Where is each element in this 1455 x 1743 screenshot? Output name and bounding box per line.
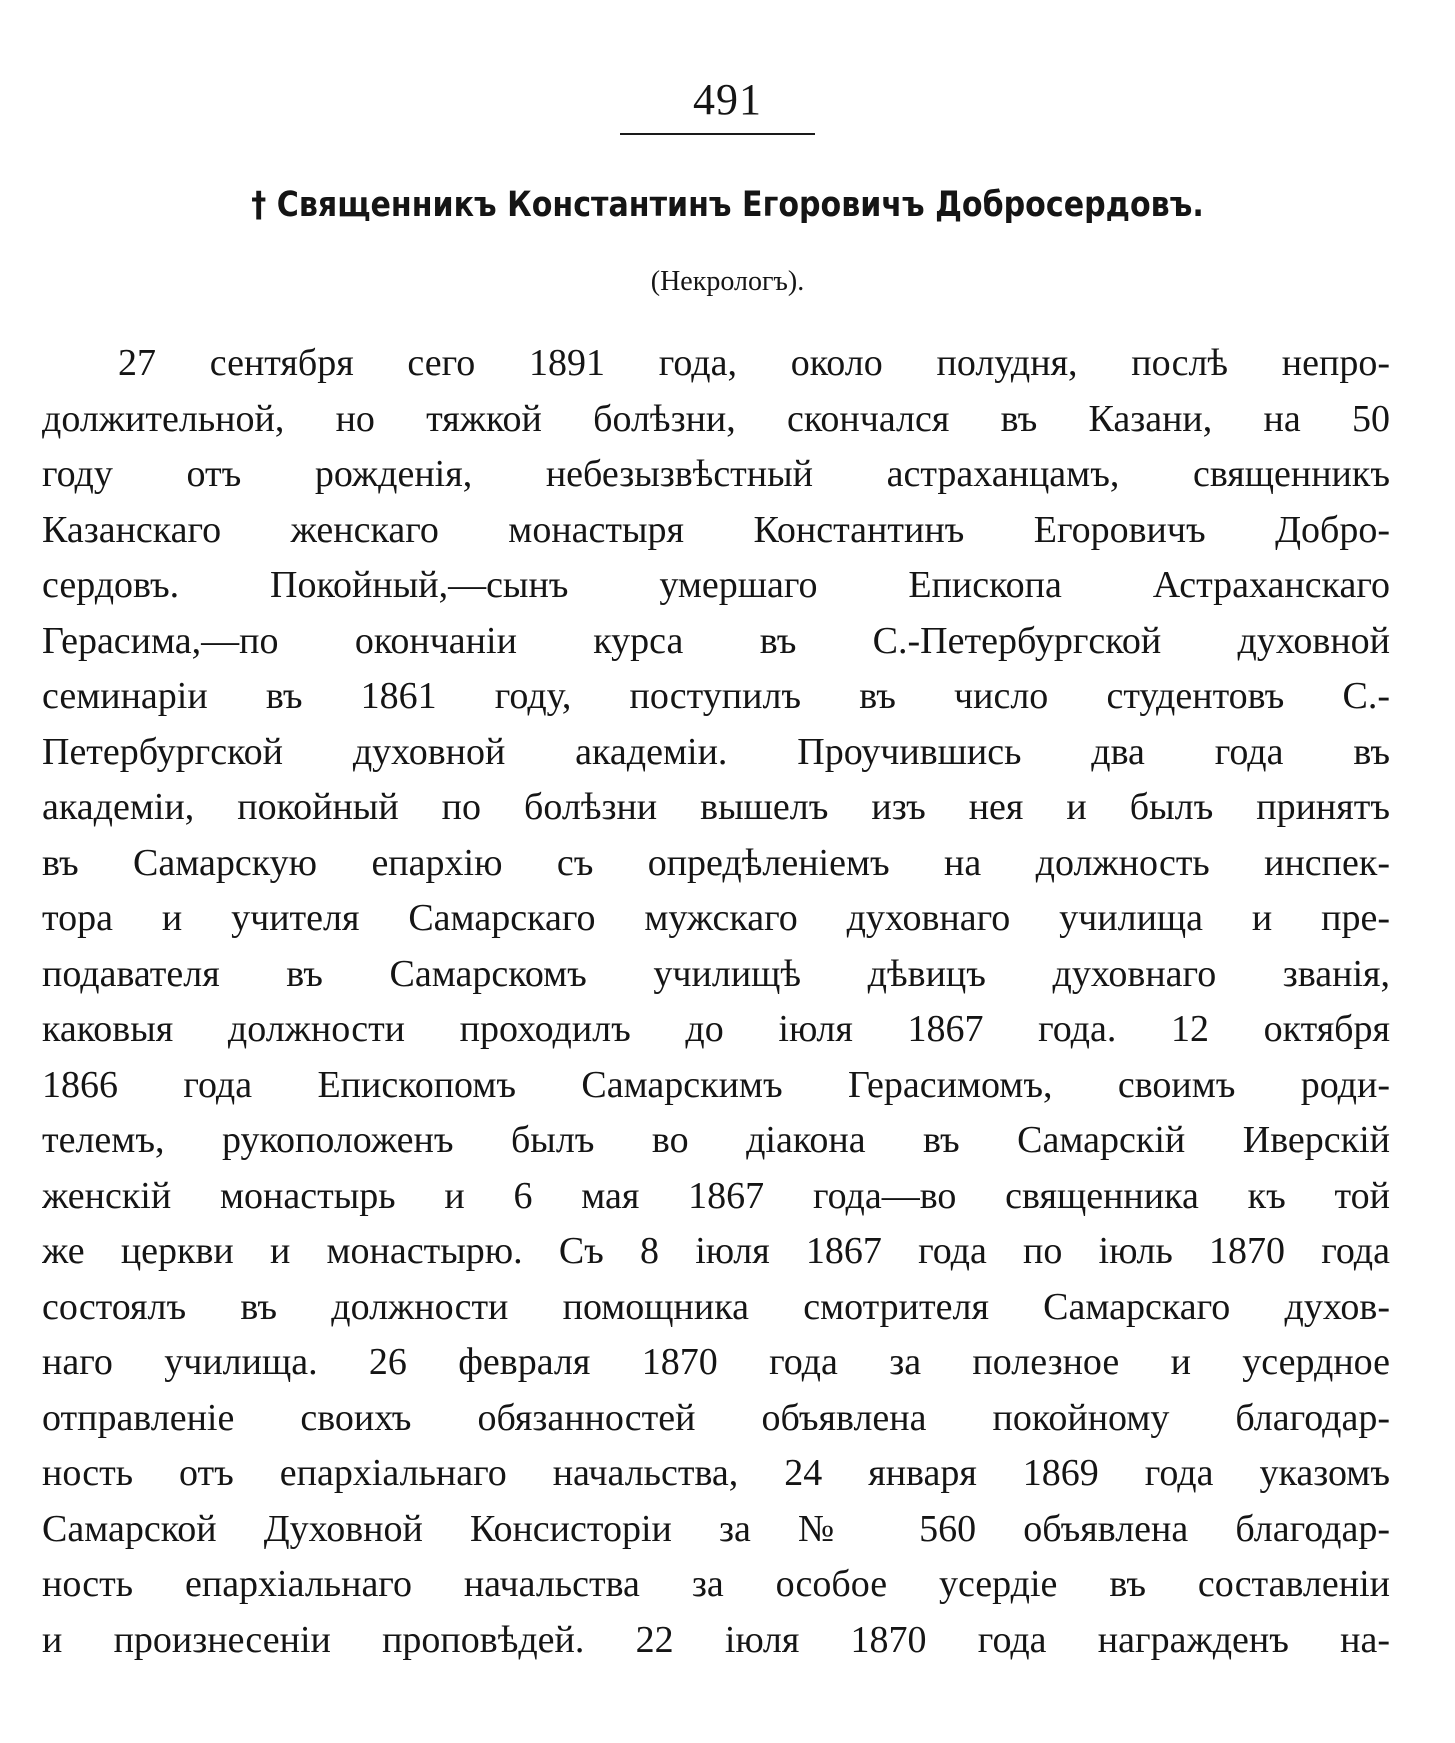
article-subtitle: (Некрологъ).	[650, 266, 805, 297]
text-line: академіи, покойный по болѣзни вышелъ изъ нея и былъ принятъ	[42, 786, 1390, 828]
text-line: телемъ, рукоположенъ былъ во діакона въ Самарскій Иверскій	[42, 1119, 1390, 1161]
text-line: отправленіе своихъ обязанностей объявлена покойному благодар-	[42, 1396, 1390, 1439]
text-line: семинаріи въ 1861 году, поступилъ въ число студентовъ С.-	[42, 675, 1390, 717]
text-line: тора и учителя Самарскаго мужскаго духовнаго училища и пре-	[42, 897, 1390, 939]
text-line: Герасима,—по окончаніи курса въ С.-Петербургской духовной	[42, 619, 1390, 662]
text-line: Петербургской духовной академіи. Проучившись два года въ	[42, 730, 1390, 773]
text-line: году отъ рожденія, небезызвѣстный астраханцамъ, священникъ	[42, 453, 1390, 495]
text-line: 1866 года Епископомъ Самарскимъ Герасимомъ, своимъ роди-	[42, 1063, 1390, 1106]
text-line: наго училища. 26 февраля 1870 года за полезное и усердное	[42, 1341, 1390, 1383]
text-line: подавателя въ Самарскомъ училищѣ дѣвицъ духовнаго званія,	[42, 952, 1390, 995]
text-line: и произнесеніи проповѣдей. 22 іюля 1870 года награжденъ на-	[42, 1618, 1390, 1661]
page-number: 491	[693, 75, 762, 124]
text-line: Казанскаго женскаго монастыря Константинъ Егоровичъ Добро-	[42, 508, 1390, 551]
text-line: Самарской Духовной Консисторіи за № 560 объявлена благодар-	[42, 1507, 1390, 1550]
text-line: сердовъ. Покойный,—сынъ умершаго Епископа Астраханскаго	[42, 564, 1390, 606]
text-line: каковыя должности проходилъ до іюля 1867 года. 12 октября	[42, 1008, 1390, 1050]
page-number-rule	[620, 133, 815, 135]
article-title: † Священникъ Константинъ Егоровичъ Добросердовъ.	[251, 185, 1204, 225]
text-line: ность епархіальнаго начальства за особое усердіе въ составленіи	[42, 1563, 1390, 1605]
text-line: ность отъ епархіальнаго начальства, 24 января 1869 года указомъ	[42, 1452, 1390, 1494]
text-line: же церкви и монастырю. Съ 8 іюля 1867 года по іюль 1870 года	[42, 1230, 1390, 1272]
text-line: должительной, но тяжкой болѣзни, скончался въ Казани, на 50	[42, 397, 1390, 440]
text-line: женскій монастырь и 6 мая 1867 года—во священника къ той	[42, 1174, 1390, 1217]
text-line: 27 сентября сего 1891 года, около полудня, послѣ непро-	[118, 342, 1390, 384]
text-line: въ Самарскую епархію съ опредѣленіемъ на должность инспек-	[42, 841, 1390, 884]
text-line: состоялъ въ должности помощника смотрителя Самарскаго духов-	[42, 1285, 1390, 1328]
body-text	[42, 336, 1390, 1668]
